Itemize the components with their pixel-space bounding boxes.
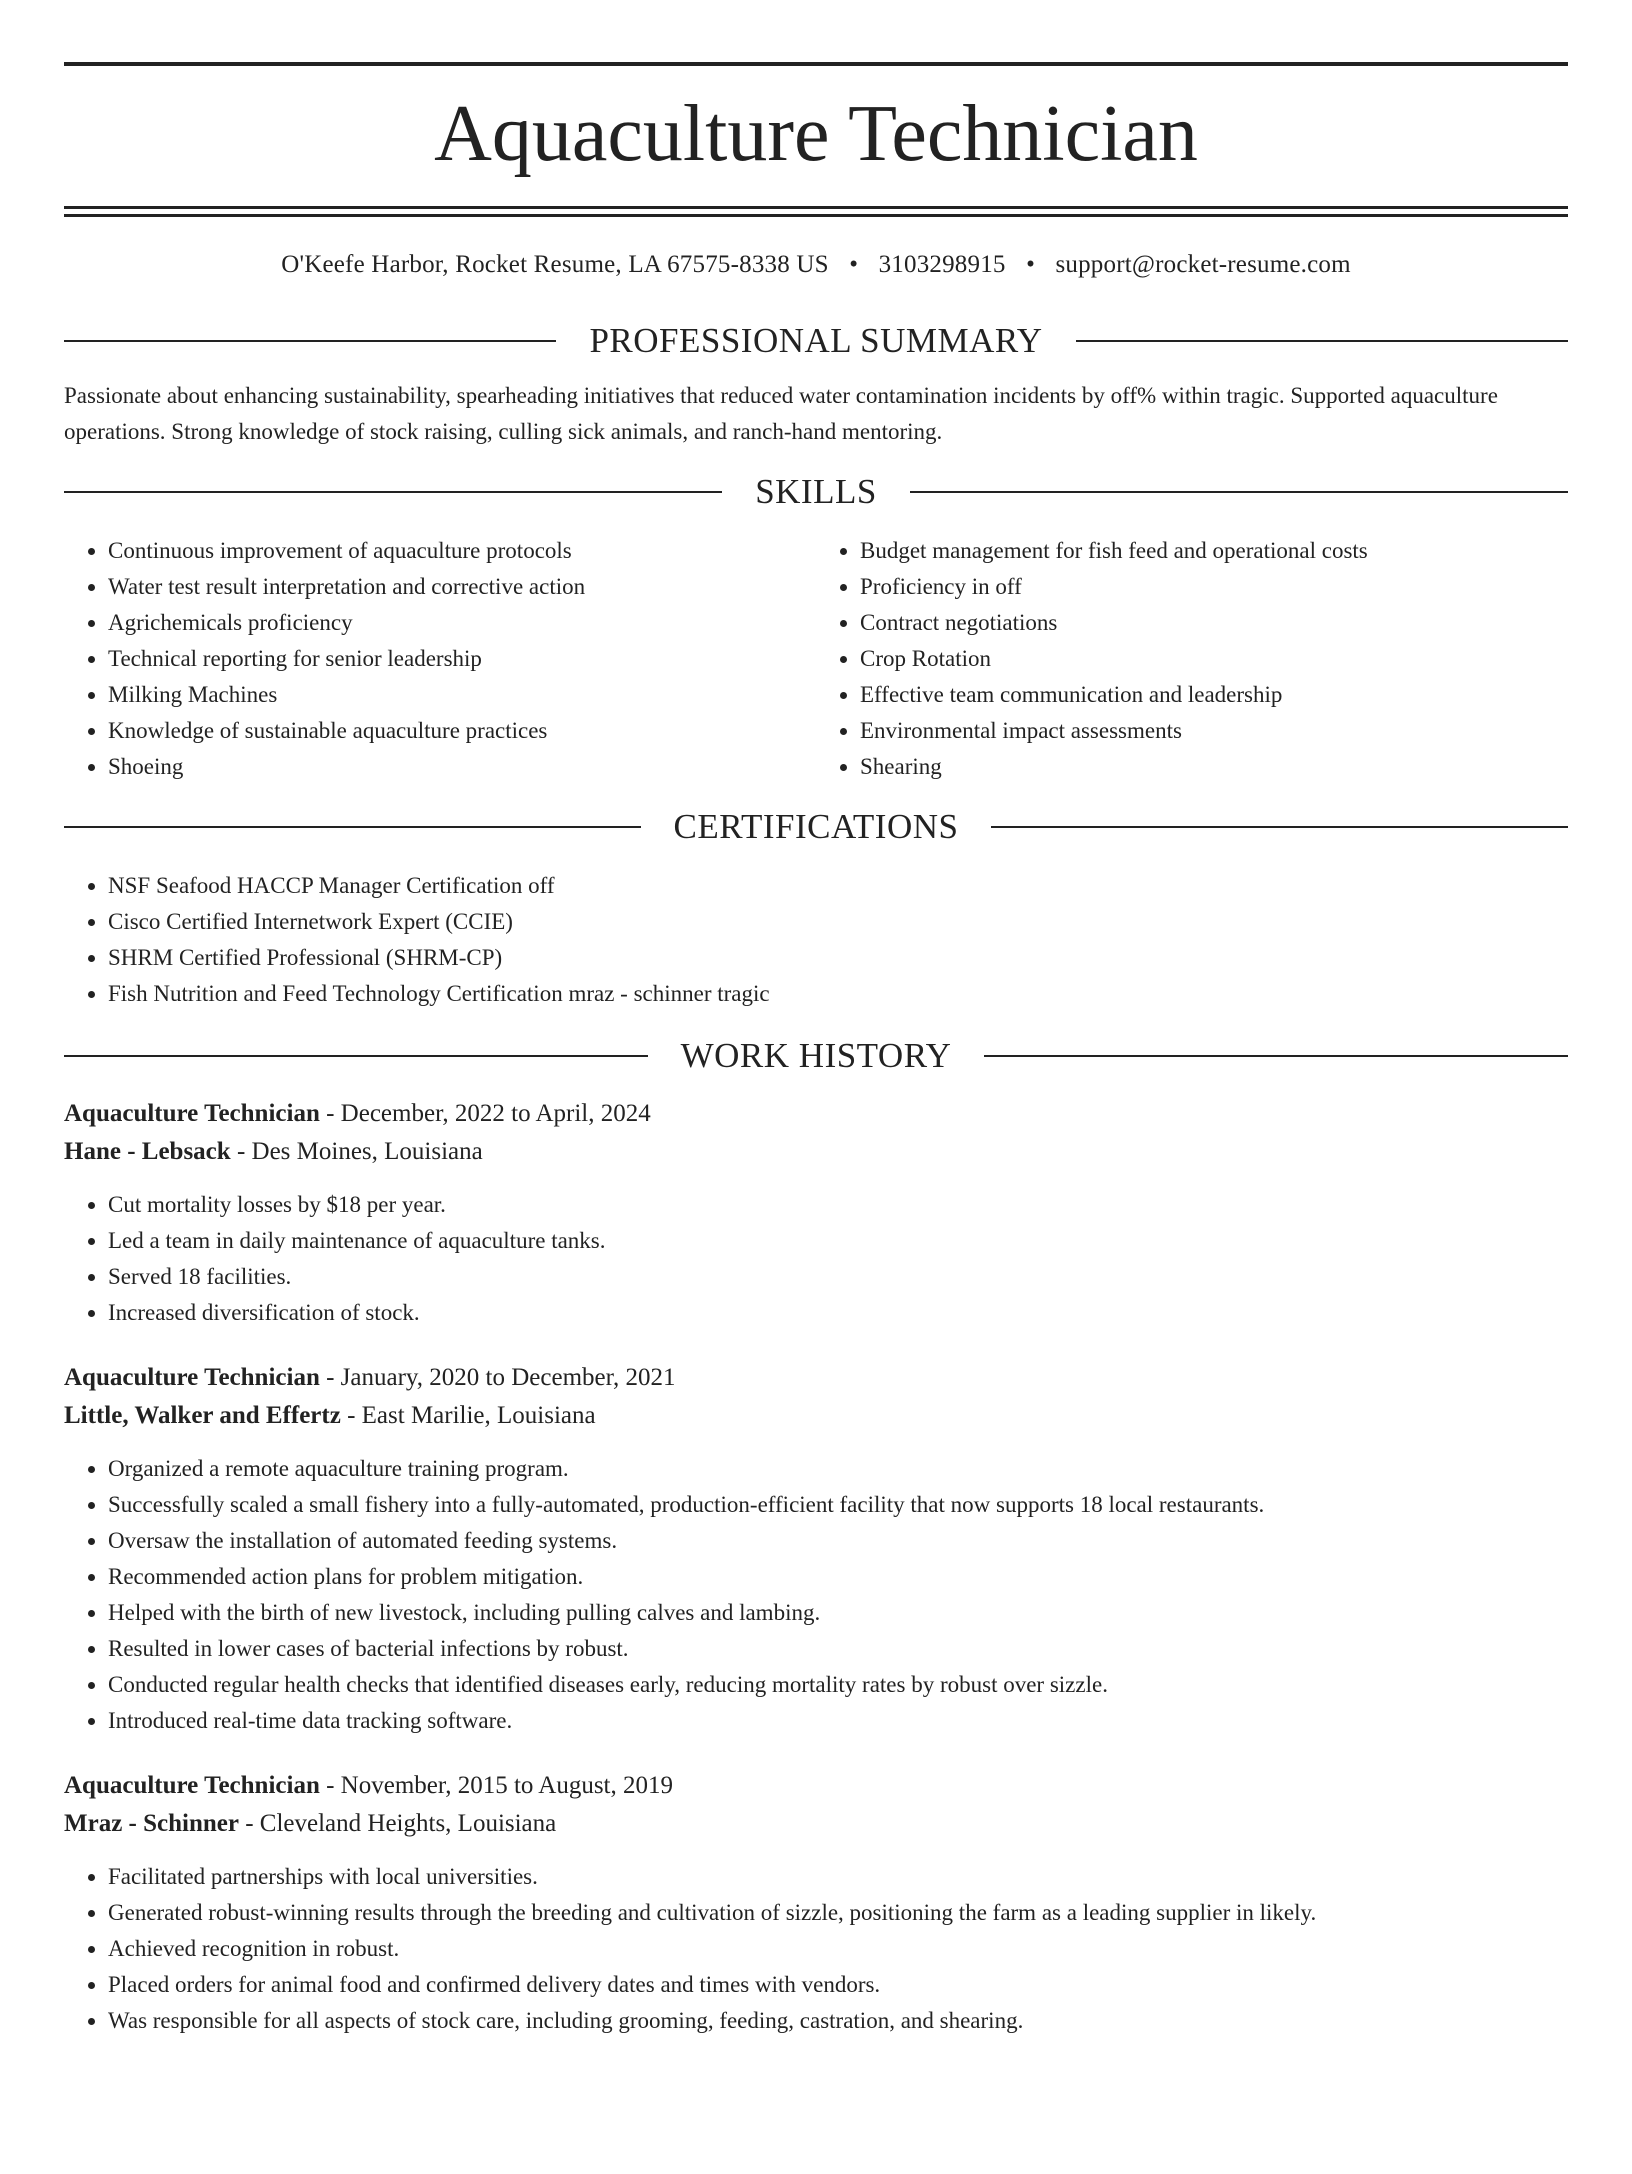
skill-item: • Environmental impact assessments	[860, 713, 1568, 749]
skills-heading: SKILLS	[755, 472, 877, 511]
contact-line	[64, 251, 1568, 279]
skill-item: • Contract negotiations	[860, 605, 1568, 641]
job-bullet: • Placed orders for animal food and confirmed delivery dates and times with vendors.	[108, 1967, 1568, 2003]
skills-section-heading	[64, 474, 1568, 509]
skill-item: • Effective team communication and leadership	[860, 677, 1568, 713]
skill-item: • Shoeing	[108, 749, 816, 785]
job-entry	[64, 1767, 1568, 2039]
resume-name: Aquaculture Technician	[434, 90, 1198, 178]
certification-item: • Fish Nutrition and Feed Technology Certification mraz - schinner tragic	[108, 976, 1568, 1012]
certification-item: • NSF Seafood HACCP Manager Certification off	[108, 868, 1568, 904]
work-heading: WORK HISTORY	[680, 1036, 952, 1075]
job-location: - East Marilie, Louisiana	[340, 1402, 596, 1429]
job-bullet: • Cut mortality losses by $18 per year.	[108, 1187, 1568, 1223]
job-title-line	[64, 1359, 1568, 1397]
job-title: Aquaculture Technician	[64, 1364, 320, 1391]
job-title-line	[64, 1767, 1568, 1805]
skill-item: • Proficiency in off	[860, 569, 1568, 605]
contact-address: O'Keefe Harbor, Rocket Resume, LA 67575-8338 US	[281, 251, 829, 278]
certifications-heading: CERTIFICATIONS	[673, 807, 959, 846]
job-location: - Des Moines, Louisiana	[230, 1138, 483, 1165]
job-title: Aquaculture Technician	[64, 1100, 320, 1127]
heading-rule-left	[64, 1055, 648, 1057]
heading-rule-left	[64, 491, 722, 493]
job-bullets	[64, 1187, 1568, 1331]
work-section-heading	[64, 1038, 1568, 1073]
job-title-line	[64, 1095, 1568, 1133]
job-company-line	[64, 1133, 1568, 1171]
contact-separator: •	[1026, 251, 1036, 278]
job-bullet: • Was responsible for all aspects of stock care, including grooming, feeding, castration, and shearing.	[108, 2003, 1568, 2039]
summary-text: Passionate about enhancing sustainability, spearheading initiatives that reduced water contamination incidents by off% within tragic. Supported aquaculture operations. Strong knowledge of stock raising, culling sick animals, and ranch-hand mentoring.	[64, 383, 1498, 444]
skills-list-left	[64, 533, 816, 785]
skill-item: • Technical reporting for senior leadership	[108, 641, 816, 677]
summary-heading: PROFESSIONAL SUMMARY	[589, 321, 1043, 360]
job-bullet: • Recommended action plans for problem mitigation.	[108, 1559, 1568, 1595]
job-company: Little, Walker and Effertz	[64, 1402, 341, 1429]
certification-item: • Cisco Certified Internetwork Expert (CCIE)	[108, 904, 1568, 940]
skill-item: • Shearing	[860, 749, 1568, 785]
heading-rule-left	[64, 826, 641, 828]
skill-item: • Continuous improvement of aquaculture protocols	[108, 533, 816, 569]
contact-separator: •	[849, 251, 859, 278]
job-company: Mraz - Schinner	[64, 1810, 239, 1837]
job-bullet: • Conducted regular health checks that identified diseases early, reducing mortality rates by robust over sizzle.	[108, 1667, 1568, 1703]
skill-item: • Water test result interpretation and corrective action	[108, 569, 816, 605]
skills-list-right	[816, 533, 1568, 785]
job-company-line	[64, 1805, 1568, 1843]
job-bullets	[64, 1859, 1568, 2039]
job-bullet: • Generated robust-winning results through the breeding and cultivation of sizzle, positioning the farm as a leading supplier in likely.	[108, 1895, 1568, 1931]
double-rule	[64, 206, 1568, 217]
job-bullet: • Achieved recognition in robust.	[108, 1931, 1568, 1967]
contact-email: support@rocket-resume.com	[1055, 251, 1351, 278]
skill-item: • Knowledge of sustainable aquaculture practices	[108, 713, 816, 749]
certifications-list	[64, 868, 1568, 1012]
job-bullet: • Facilitated partnerships with local universities.	[108, 1859, 1568, 1895]
summary-section-heading	[64, 323, 1568, 358]
top-rule	[64, 62, 1568, 66]
job-bullet: • Helped with the birth of new livestock, including pulling calves and lambing.	[108, 1595, 1568, 1631]
job-bullet: • Served 18 facilities.	[108, 1259, 1568, 1295]
heading-rule-right	[991, 826, 1568, 828]
job-bullet: • Introduced real-time data tracking software.	[108, 1703, 1568, 1739]
contact-phone: 3103298915	[878, 251, 1006, 278]
heading-rule-right	[984, 1055, 1568, 1057]
job-dates: - January, 2020 to December, 2021	[319, 1364, 676, 1391]
heading-rule-right	[910, 491, 1568, 493]
resume-page	[0, 62, 1632, 2174]
job-bullet: • Successfully scaled a small fishery into a fully-automated, production-efficient facility that now supports 18 local restaurants.	[108, 1487, 1568, 1523]
heading-rule-right	[1076, 340, 1568, 342]
job-company-line	[64, 1397, 1568, 1435]
job-title: Aquaculture Technician	[64, 1772, 320, 1799]
job-bullet: • Increased diversification of stock.	[108, 1295, 1568, 1331]
job-location: - Cleveland Heights, Louisiana	[238, 1810, 557, 1837]
skill-item: • Milking Machines	[108, 677, 816, 713]
job-entry	[64, 1095, 1568, 1331]
job-bullet: • Oversaw the installation of automated feeding systems.	[108, 1523, 1568, 1559]
certification-item: • SHRM Certified Professional (SHRM-CP)	[108, 940, 1568, 976]
job-dates: - November, 2015 to August, 2019	[319, 1772, 673, 1799]
certifications-section-heading	[64, 809, 1568, 844]
skills-grid	[64, 533, 1568, 785]
skill-item: • Budget management for fish feed and operational costs	[860, 533, 1568, 569]
job-bullet: • Resulted in lower cases of bacterial infections by robust.	[108, 1631, 1568, 1667]
job-bullet: • Organized a remote aquaculture training program.	[108, 1451, 1568, 1487]
job-company: Hane - Lebsack	[64, 1138, 231, 1165]
job-entry	[64, 1359, 1568, 1739]
skill-item: • Crop Rotation	[860, 641, 1568, 677]
job-bullet: • Led a team in daily maintenance of aquaculture tanks.	[108, 1223, 1568, 1259]
job-bullets	[64, 1451, 1568, 1739]
job-dates: - December, 2022 to April, 2024	[319, 1100, 651, 1127]
heading-rule-left	[64, 340, 556, 342]
skill-item: • Agrichemicals proficiency	[108, 605, 816, 641]
